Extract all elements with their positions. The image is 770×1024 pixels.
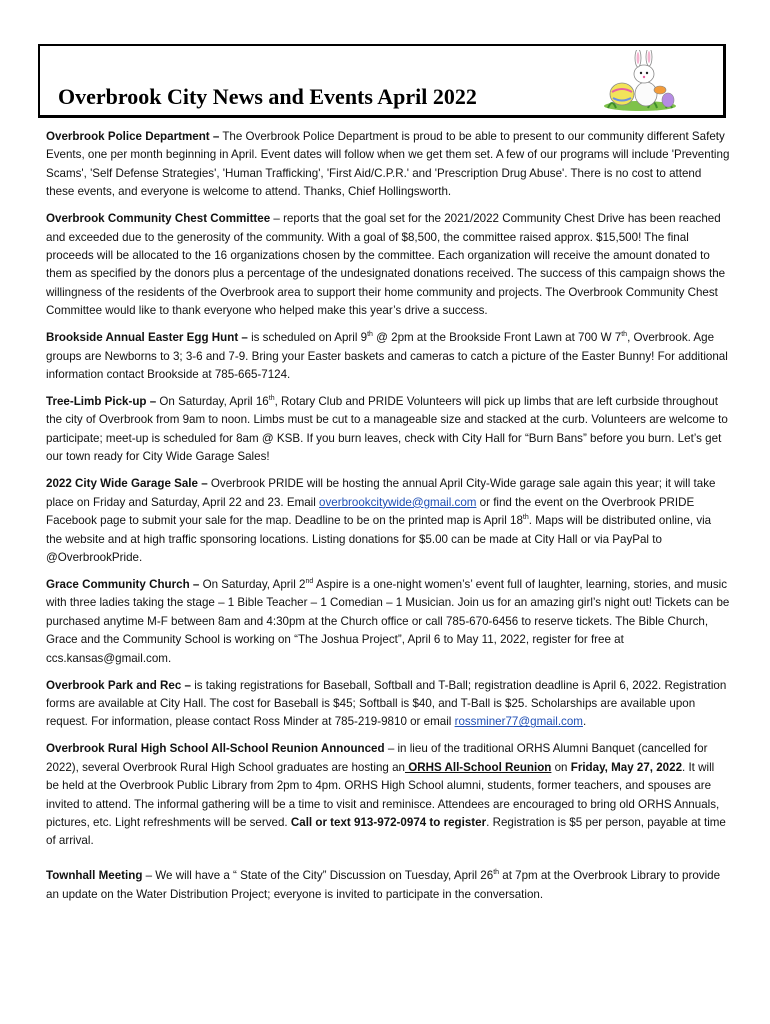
ordinal-suffix: th	[268, 395, 275, 403]
spacer	[46, 859, 730, 867]
article-heading: Overbrook Park and Rec –	[46, 678, 191, 692]
article-body: The Overbrook Police Department is proud to be able to present to our community different Safety Events, one per month beginning in April. Event dates will follow when we get them set. A few of our programs will include 'Preventing Scams', 'Self Defense Strategies', 'Human Trafficking', 'First Aid/C.P.R.' and 'Prescription Drug Abuse'. There is no cost to attend these events, and everyone is welcome to attend. Thanks, Chief Hollingsworth.	[46, 130, 730, 199]
article-grace-church	[46, 576, 730, 668]
garage-sale-email-link[interactable]: overbrookcitywide@gmail.com	[319, 495, 477, 509]
park-rec-email-link[interactable]: rossminer77@gmail.com	[454, 715, 583, 729]
article-body: at 7pm at the Overbrook Library to provide an update on the Water Distribution Project; everyone is invited to participate in the conversation.	[46, 869, 721, 901]
articles	[46, 128, 730, 913]
article-heading: Grace Community Church –	[46, 577, 200, 591]
ordinal-suffix: nd	[305, 578, 314, 586]
article-heading: Brookside Annual Easter Egg Hunt –	[46, 331, 248, 345]
article-body: on	[551, 760, 571, 774]
article-body: , Rotary Club and PRIDE Volunteers will pick up limbs that are left curbside throughout the city of Overbrook from 9am to noon. Limbs must be cut to a manageable size and stacked at the curb. Volunteers are welcome to participate; meet-up is scheduled for 8am @ KSB. If you burn leaves, check with City Hall for “Burn Bans” before you burn. Let’s get our town ready for City Wide Garage Sales!	[46, 395, 728, 464]
reunion-date: Friday, May 27, 2022	[570, 760, 683, 774]
article-body: . It will be held at the Overbrook Public Library from 2pm to 4pm. ORHS High School alumni, students, former teachers, and spouses are invited to attend. The informal gathering will be a time to visit and reminisce. Attendees are encouraged to bring old ORHS Annuals, pictures, etc. Light refreshments will be served.	[46, 760, 720, 829]
article-heading: Overbrook Police Department –	[46, 130, 220, 143]
article-heading: Townhall Meeting	[46, 869, 143, 883]
article-tree-limb-pickup	[46, 393, 730, 467]
article-body: Overbrook PRIDE will be hosting the annual April City-Wide garage sale again this year; it will take place on Friday and Saturday, April 22 and 23. Email	[46, 477, 716, 509]
article-easter-egg-hunt	[46, 329, 730, 384]
article-police	[46, 128, 730, 202]
article-body: . Registration is $5 per person, payable at time of arrival.	[46, 815, 726, 848]
article-body: – reports that the goal set for the 2021/2022 Community Chest Drive has been reached and exceeded due to the generosity of the community. With a goal of $8,500, the committee raised approx. $15,500! The final proceeds will be allocated to the 16 organizations chosen by the committee. Each organization will receive the amount donated to them as specified by the donors plus a percentage of the undesignated donations received. The success of this campaign shows the willingness of the residents of the Overbrook area to support their home community and projects. The Overbrook Community Chest Committee would like to thank everyone who helped make this year’s drive a success.	[46, 212, 726, 318]
article-heading: Overbrook Rural High School All-School Reunion Announced	[46, 742, 385, 756]
title-box	[38, 44, 726, 118]
article-park-and-rec	[46, 677, 730, 732]
page-title: Overbrook City News and Events April 2022	[58, 84, 477, 109]
article-heading: 2022 City Wide Garage Sale –	[46, 477, 208, 491]
article-reunion	[46, 740, 730, 850]
article-body: is taking registrations for Baseball, Softball and T-Ball; registration deadline is April 6, 2022. Registration forms are available at City Hall. The cost for Baseball is $45; Softball is $40, and T-Ball is $25. Scholarships are available upon request. For information, please contact Ross Minder at 785-219-9810 or email	[46, 678, 727, 729]
article-garage-sale	[46, 475, 730, 567]
article-body: On Saturday, April 16	[156, 395, 269, 409]
article-community-chest	[46, 210, 730, 320]
ordinal-suffix: th	[493, 869, 500, 877]
article-body: Aspire is a one-night women’s’ event full of laughter, learning, stories, and music with three ladies taking the stage – 1 Bible Teacher – 1 Comedian – 1 Musician. Join us for an amazing girl’s night out! Tickets can be purchased anytime M-F between 8am and 4:30pm at the Church office or call 785-670-6456 to reserve tickets. The Bible Church, Grace and the Community School is working on “The Joshua Project”, April 6 to May 11, 2022, register for free at ccs.kansas@gmail.com.	[46, 577, 730, 665]
article-heading: Overbrook Community Chest Committee	[46, 212, 271, 226]
article-body: @ 2pm at the Brookside Front Lawn at 700 W 7	[372, 331, 622, 345]
article-body: is scheduled on April 9	[247, 331, 368, 345]
reunion-call-to-register: Call or text 913-972-0974 to register	[290, 815, 487, 829]
reunion-name: ORHS All-School Reunion	[404, 760, 552, 774]
article-townhall	[46, 867, 730, 904]
article-body: .	[582, 715, 587, 729]
easter-bunny-icon	[588, 50, 680, 112]
article-body: – in lieu of the traditional ORHS Alumni Banquet (cancelled for 2022), several Overbrook Rural High School graduates are hosting an	[46, 742, 708, 774]
article-body: or find the event on the Overbrook PRIDE Facebook page to submit your sale for the map. Deadline to be on the printed map is April 18	[46, 495, 695, 528]
article-body: , Overbrook. Age groups are Newborns to 3; 3-6 and 7-9. Bring your Easter baskets and cameras to catch a picture of the Easter Bunny! For additional information contact Brookside at 785-665-7124.	[46, 331, 728, 382]
article-body: – We will have a “ State of the City” Discussion on Tuesday, April 26	[142, 869, 494, 883]
article-body: . Maps will be distributed online, via the website and at high traffic sponsoring locations. Listing donations for $5.00 can be made at City Hall or via PayPal to @OverbrookPride.	[46, 514, 712, 564]
article-heading: Tree-Limb Pick-up –	[46, 395, 157, 409]
article-body: On Saturday, April 2	[199, 577, 306, 591]
ordinal-suffix: th	[621, 331, 628, 339]
ordinal-suffix: th	[522, 514, 529, 522]
ordinal-suffix: th	[367, 331, 373, 339]
